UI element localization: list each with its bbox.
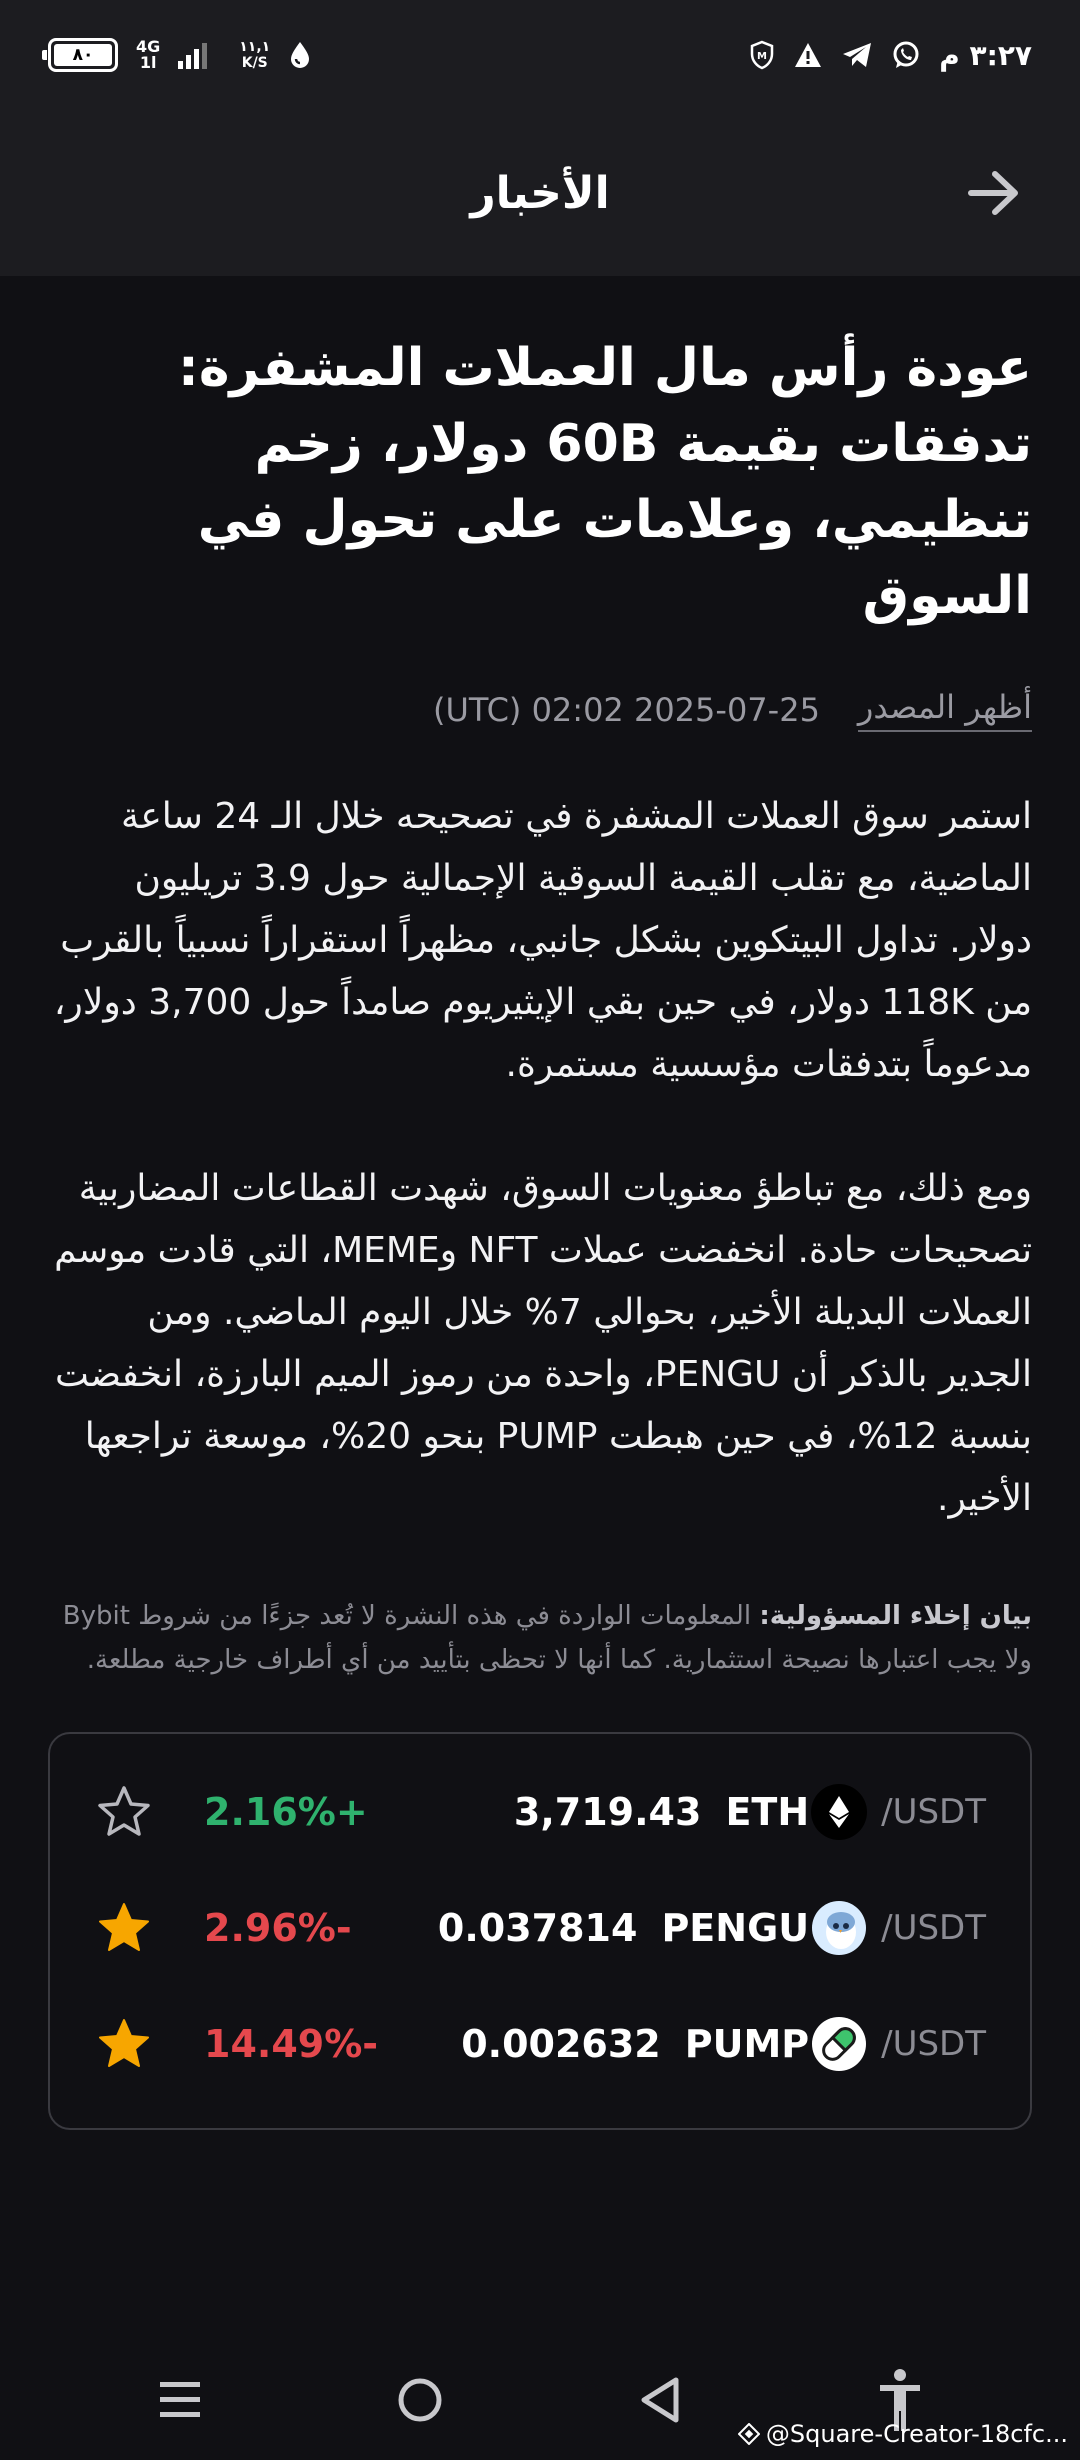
news-article: [0, 276, 1080, 1682]
page-title: الأخبار: [470, 167, 610, 219]
ticker-symbol: PUMP: [684, 2022, 810, 2066]
ticker-left: [94, 1898, 352, 1958]
binance-icon: [738, 2423, 760, 2445]
ticker-quote: /USDT: [881, 1908, 986, 1948]
ticker-left: [94, 1782, 368, 1842]
related-tickers-card: [48, 1732, 1032, 2130]
ticker-quote: /USDT: [881, 2024, 986, 2064]
show-source-link[interactable]: أظهر المصدر: [858, 688, 1032, 732]
ticker-row-eth[interactable]: [94, 1754, 986, 1870]
ticker-right: [514, 1784, 986, 1840]
creator-watermark: [738, 2420, 1068, 2448]
ticker-price: 3,719.43: [513, 1790, 702, 1834]
drop-icon: [288, 40, 312, 70]
disclaimer-text: المعلومات الواردة في هذه النشرة لا تُعد جزءًا من شروط Bybit ولا يجب اعتبارها نصيحة استثمارية. كما أنها لا تحظى بتأييد من أي أطراف خارجية مطلعة.: [62, 1601, 1032, 1675]
signal-icon: [178, 41, 207, 69]
ticker-left: [94, 2014, 378, 2074]
speed-value: ١١,١: [239, 39, 271, 55]
status-bar: [0, 0, 1080, 110]
ticker-symbol: PENGU: [661, 1906, 810, 1950]
article-meta: [48, 688, 1032, 732]
ticker-symbol: ETH: [725, 1790, 810, 1834]
favorite-star-filled-icon[interactable]: [94, 2014, 154, 2074]
home-button[interactable]: [375, 2355, 465, 2445]
warning-icon: [793, 41, 823, 69]
telegram-icon: [841, 41, 873, 69]
pump-icon: [811, 2016, 867, 2072]
svg-text:M: M: [757, 51, 768, 62]
network-speed: [239, 39, 270, 71]
speed-unit: K/S: [241, 55, 268, 71]
triangle-back-icon: [638, 2375, 682, 2425]
price-change: 2.16%+: [204, 1790, 368, 1834]
whatsapp-icon: [891, 40, 921, 70]
ticker-price: 0.002632: [461, 2022, 661, 2066]
ticker-quote: /USDT: [881, 1792, 986, 1832]
ticker-right: [438, 1900, 986, 1956]
back-nav-button[interactable]: [615, 2355, 705, 2445]
clock: ٣:٢٧ م: [939, 38, 1032, 72]
article-headline: عودة رأس مال العملات المشفرة: تدفقات بقيمة 60B دولار، زخم تنظيمي، وعلامات على تحول في السوق: [178, 338, 1032, 626]
shield-icon: [749, 40, 775, 70]
favorite-star-icon[interactable]: [94, 1782, 154, 1842]
article-paragraph: ومع ذلك، مع تباطؤ معنويات السوق، شهدت القطاعات المضاربية تصحيحات حادة. انخفضت عملات NFT وMEME، التي قادت موسم العملات البديلة الأخير، بحوالي 7% خلال اليوم الماضي. ومن الجدير بالذكر أن PENGU، واحدة من رموز الميم البارزة، انخفضت بنسبة 12%، في حين هبطت PUMP بنحو 20%، موسعة تراجعها الأخير.: [54, 1168, 1032, 1519]
menu-icon: [157, 2378, 203, 2422]
favorite-star-filled-icon[interactable]: [94, 1898, 154, 1958]
article-timestamp: 2025-07-25 02:02 (UTC): [432, 691, 820, 729]
arrow-right-icon: [967, 170, 1021, 216]
ticker-price: 0.037814: [437, 1906, 638, 1950]
network-type: [136, 39, 160, 71]
disclaimer-label: بيان إخلاء المسؤولية:: [759, 1601, 1032, 1631]
status-left: [48, 38, 312, 72]
network-label: 4G: [136, 37, 161, 56]
network-sub: 1l: [139, 53, 157, 72]
home-circle-icon: [396, 2376, 444, 2424]
article-paragraph: استمر سوق العملات المشفرة في تصحيحه خلال الـ 24 ساعة الماضية، مع تقلب القيمة السوقية الإجمالية حول 3.9 تريليون دولار. تداول البيتكوين بشكل جانبي، مظهراً استقراراً نسبياً بالقرب من 118K دولار، في حين بقي الإيثيريوم صامداً حول 3,700 دولار، مدعوماً بتدفقات مؤسسية مستمرة.: [53, 796, 1032, 1085]
battery-icon: [48, 38, 118, 72]
eth-icon: [811, 1784, 867, 1840]
watermark-text: @Square-Creator-18cfc...: [765, 2420, 1068, 2448]
ticker-right: [461, 2016, 986, 2072]
battery-level: ٨٠: [54, 44, 112, 66]
price-change: 14.49%-: [204, 2022, 379, 2066]
pengu-icon: [811, 1900, 867, 1956]
ticker-row-pengu[interactable]: [94, 1870, 986, 1986]
status-right: [749, 39, 1032, 72]
ticker-row-pump[interactable]: [94, 1986, 986, 2102]
back-button[interactable]: [964, 163, 1024, 223]
price-change: 2.96%-: [204, 1906, 352, 1950]
app-header: [0, 110, 1080, 276]
recent-apps-button[interactable]: [135, 2355, 225, 2445]
disclaimer: [48, 1594, 1032, 1682]
